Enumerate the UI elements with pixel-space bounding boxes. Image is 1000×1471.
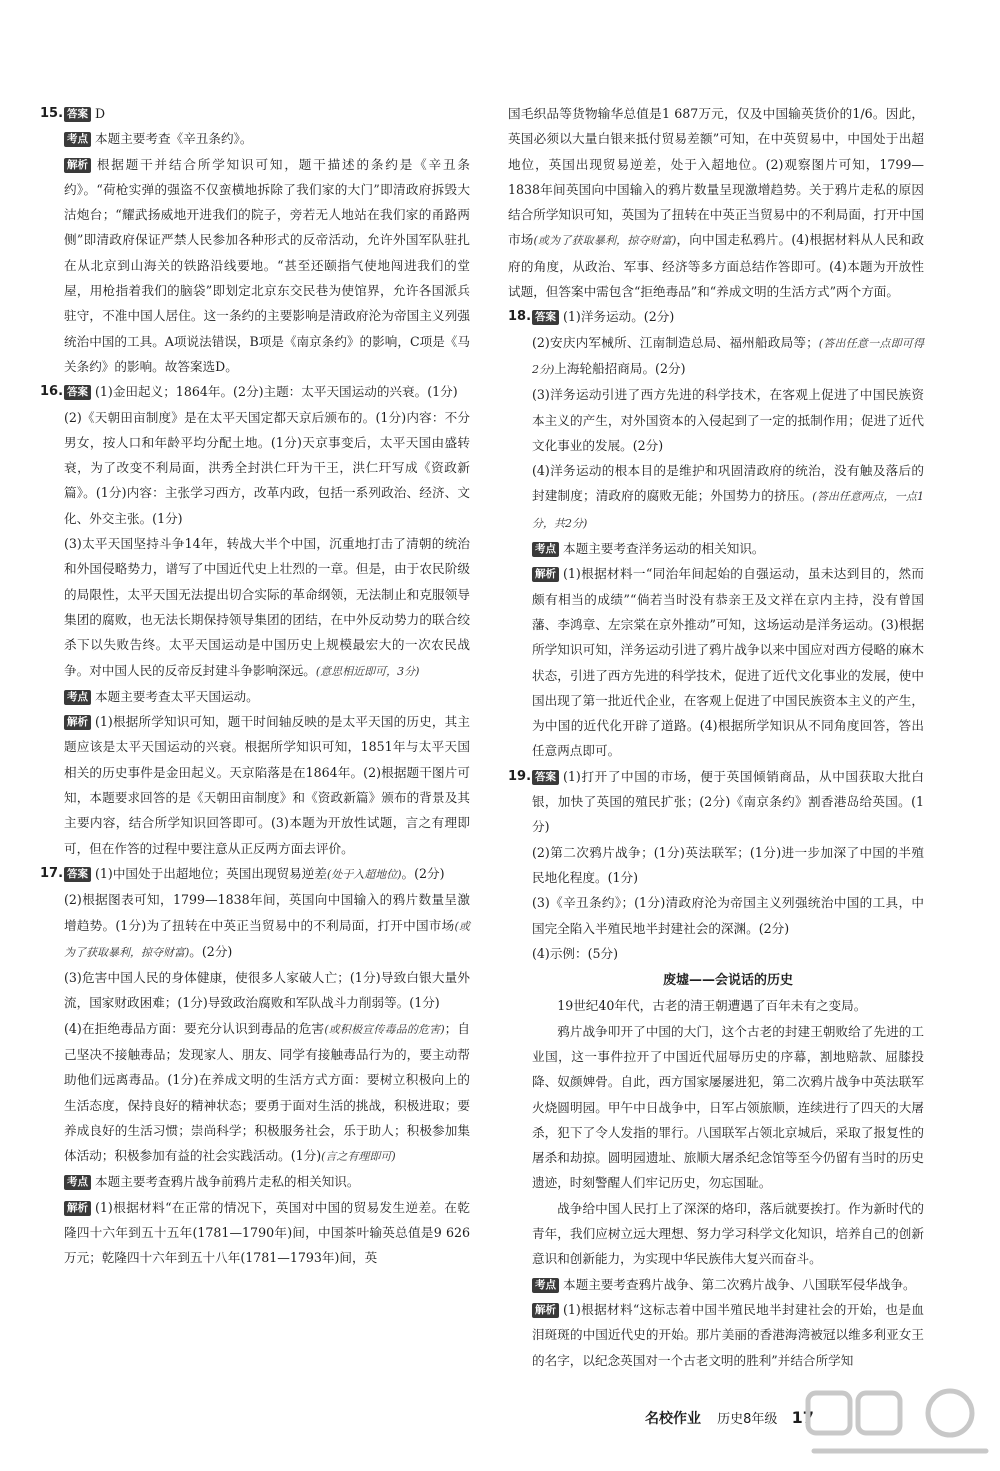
question-number: 16. — [40, 384, 64, 400]
analysis-tag: 解析 — [64, 158, 91, 173]
analysis-continued-tail: ，向中国走私鸦片。(4)根据材料从人民和政府的角度，从政治、军事、经济等多方面总结作答即可。(4)本题为开放性试题，但答案中需包含“拒绝毒品”和“养成文明的生活方式”两个方面。 — [508, 232, 925, 300]
answer-part-2-note: (答出任意一点即可得2分) — [532, 336, 924, 376]
question-number: 19. — [508, 768, 532, 784]
point-text: 本题主要考查太平天国运动。 — [95, 688, 259, 704]
analysis-text: (1)根据材料“这标志着中国半殖民地半封建社会的开始，也是血泪斑斑的中国近代史的开始。那片美丽的香港海湾被冠以维多利亚女王的名字，以纪念英国对一个古老文明的胜利”并结合所学知 — [532, 1301, 924, 1368]
answer-part-4-note-1: (或积极宣传毒品的危害) — [324, 1022, 445, 1036]
question-17-continued — [508, 101, 924, 304]
answer-part-2: (2)根据图表可知，1799—1838年间，英国向中国输入的鸦片数量呈激增趋势。(1分)为了扭转在中英正当贸易中的不利局面，打开中国市场 — [64, 892, 470, 933]
right-column — [508, 101, 924, 1373]
footer-subject: 历史8年级 — [717, 1412, 778, 1427]
answer-part-4: (4)洋务运动的根本目的是维护和巩固清政府的统治，没有触及落后的封建制度；清政府的腐败无能；外国势力的挤压。 — [532, 463, 924, 504]
point-text: 本题主要考查《辛丑条约》。 — [95, 131, 253, 147]
left-column — [40, 101, 470, 1271]
point-tag: 考点 — [64, 132, 91, 147]
answer-part-1-note: (处于入超地位) — [326, 867, 402, 881]
analysis-text: (1)根据所学知识可知，题干时间轴反映的是太平天国的历史，其主题应该是太平天国运动的兴衰。根据所学知识可知，1851年与太平天国相关的历史事件是金田起义。天京陷落是在1864年。(2)根据题干图片可知，本题要求回答的是《天朝田亩制度》和《资政新篇》颁布的背景及其主要内容，结合所学知识回答即可。(3)本题为开放性试题，言之有理即可，但在作答的过程中要注意从正反两方面去评价。 — [64, 714, 470, 856]
answer-part-4-note: (答出任意两点，一点1分，共2分) — [532, 490, 925, 530]
answer-part-1: (1)打开了中国的市场，便于英国倾销商品，从中国获取大批白银，加快了英国的殖民扩张；(2分)《南京条约》割香港岛给英国。(1分) — [532, 768, 924, 835]
essay-paragraph-3: 战争给中国人民打上了深深的烙印，落后就要挨打。作为新时代的青年，我们应树立远大理想、努力学习科学文化知识，培养自己的创新意识和创新能力，为实现中华民族伟大复兴而奋斗。 — [532, 1200, 924, 1267]
watermark-logo-icon — [800, 1385, 995, 1465]
question-number: 18. — [508, 309, 532, 325]
analysis-continued-note: (或为了获取暴利，掠夺财富) — [533, 234, 677, 248]
analysis-tag: 解析 — [64, 715, 91, 730]
analysis-text: (1)根据材料“在正常的情况下，英国对中国的贸易发生逆差。在乾隆四十六年到五十五年(1781—1790年)间，中国茶叶输英总值是9 626万元；乾隆四十六年到五十八年(1781—1793年)间，英 — [64, 1199, 470, 1266]
answer-part-3: (3)《辛丑条约》；(1分)清政府沦为帝国主义列强统治中国的工具，中国完全陷入半殖民地半封建社会的深渊。(2分) — [532, 895, 924, 936]
question-number: 15. — [40, 106, 64, 121]
answer-part-4-note-2: (言之有理即可) — [321, 1150, 396, 1164]
point-tag: 考点 — [532, 542, 559, 557]
page-number: 17 — [791, 1408, 814, 1427]
answer-part-1: (1)中国处于出超地位；英国出现贸易逆差 — [95, 865, 327, 881]
question-17 — [40, 861, 470, 1271]
answer-part-3: (3)太平天国坚持斗争14年，转战大半个中国，沉重地打击了清朝的统治和外国侵略势力，谱写了中国近代史上壮烈的一章。但是，由于农民阶级的局限性，太平天国无法提出切合实际的革命纲领，无法制止和克服领导集团的腐败，也无法长期保持领导集团的团结，在中外反动势力的联合绞杀下以失败告终。太平天国运动是中国历史上规模最宏大的一次农民战争。对中国人民的反帝反封建斗争影响深远。 — [64, 536, 470, 678]
answer-part-2-note: (或为了获取暴利，掠夺财富) — [64, 919, 470, 959]
essay-paragraph-2: 鸦片战争叩开了中国的大门，这个古老的封建王朝败给了先进的工业国，这一事件拉开了中国近代屈辱历史的序幕，割地赔款、屈膝投降、奴颜婢骨。自此，西方国家屡屡进犯，第二次鸦片战争中英法联军火烧圆明园。甲午中日战争中，日军占领旅顺，连续进行了四天的大屠杀，犯下了令人发指的罪行。八国联军占领北京城后，采取了报复性的屠杀和劫掠。圆明园遗址、旅顺大屠杀纪念馆等至今仍留有当时的历史遗迹，时刻警醒人们牢记历史，勿忘国耻。 — [532, 1023, 924, 1191]
answer-part-2-tail: 上海轮船招商局。(2分) — [554, 360, 686, 376]
point-text: 本题主要考查洋务运动的相关知识。 — [563, 541, 765, 557]
answer-part-2-tail: 。(2分) — [189, 943, 233, 959]
answer-part-2: (2)《天朝田亩制度》是在太平天国定都天京后颁布的。(1分)内容：不分男女，按人口和年龄平均分配土地。(1分)天京事变后，太平天国由盛转衰，为了改变不利局面，洪秀全封洪仁玕为干王，洪仁玕写成《资政新篇》。(1分)内容：主张学习西方，改革内政，包括一系列政治、经济、文化、外交主张。(1分) — [64, 409, 470, 526]
analysis-tag: 解析 — [532, 567, 559, 582]
analysis-text: 根据题干并结合所学知识可知，题干描述的条约是《辛丑条约》。“荷枪实弹的强盗不仅蛮横地拆除了我们家的大门”即清政府拆毁大沽炮台；“耀武扬威地开进我们的院子，旁若无人地站在我们家的甬路两侧”即清政府保证严禁人民参加各种形式的反帝活动，允许外国军队驻扎在从北京到山海关的铁路沿线要地。“甚至还颐指气使地闯进我们的堂屋，用枪指着我们的脑袋”即划定北京东交民巷为使馆界，允许各国派兵驻守，不准中国人居住。这一条约的主要影响是清政府沦为帝国主义列强统治中国的工具。A项说法错误，B项是《南京条约》的影响，C项是《马关条约》的影响。故答案选D。 — [64, 156, 470, 374]
answer-text: D — [95, 106, 106, 121]
answer-part-1-tail: 。(2分) — [401, 865, 445, 881]
page-footer — [645, 1403, 814, 1433]
point-text: 本题主要考查鸦片战争前鸦片走私的相关知识。 — [95, 1174, 360, 1190]
answer-tag: 答案 — [64, 385, 91, 400]
answer-part-2: (2)第二次鸦片战争；(1分)英法联军；(1分)进一步加深了中国的半殖民地化程度。(1分) — [532, 844, 924, 885]
answer-part-3-note: (意思相近即可，3分) — [315, 664, 420, 678]
analysis-continued-text: 国毛织品等货物输华总值是1 687万元，仅及中国输英货价的1/6。因此，英国必须以大量白银来抵付贸易差额”可知，在中英贸易中，中国处于出超地位，英国出现贸易逆差，处于入超地位。(2)观察图片可知，1799—1838年间英国向中国输入的鸦片数量呈现激增趋势。关于鸦片走私的原因结合所学知识可知，英国为了扭转在中英正当贸易中的不利局面，打开中国市场 — [508, 106, 924, 248]
answer-part-4-body: ；自己坚决不接触毒品；发现家人、朋友、同学有接触毒品行为的，要主动帮助他们远离毒品。(1分)在养成文明的生活方式方面：要树立积极向上的生活态度，保持良好的精神状态；要勇于面对生活的挑战，积极进取；要养成良好的生活习惯；崇尚科学；积极服务社会，乐于助人；积极参加集体活动；积极参加有益的社会实践活动。(1分) — [64, 1020, 471, 1164]
essay-title: 废墟——会说话的历史 — [662, 973, 793, 989]
question-16 — [40, 379, 470, 861]
answer-tag: 答案 — [532, 310, 559, 325]
question-19 — [508, 764, 924, 1373]
answer-part-4-head: (4)在拒绝毒品方面：要充分认识到毒品的危害 — [64, 1020, 325, 1036]
question-15 — [40, 101, 470, 379]
answer-part-3: (3)危害中国人民的身体健康，使很多人家破人亡；(1分)导致白银大量外流，国家财政困难；(1分)导致政治腐败和军队战斗力削弱等。(1分) — [64, 970, 470, 1011]
analysis-tag: 解析 — [532, 1303, 559, 1318]
answer-tag: 答案 — [64, 867, 91, 882]
question-number: 17. — [40, 865, 64, 881]
point-text: 本题主要考查鸦片战争、第二次鸦片战争、八国联军侵华战争。 — [563, 1276, 916, 1292]
answer-part-4: (4)示例：(5分) — [532, 945, 619, 961]
answer-part-1: (1)金田起义；1864年。(2分)主题：太平天国运动的兴衰。(1分) — [95, 384, 458, 400]
footer-brand: 名校作业 — [645, 1411, 701, 1427]
answer-tag: 答案 — [532, 770, 559, 785]
point-tag: 考点 — [532, 1278, 559, 1293]
answer-part-3: (3)洋务运动引进了西方先进的科学技术，在客观上促进了中国民族资本主义的产生，对外国资本的入侵起到了一定的抵制作用；促进了近代文化事业的发展。(2分) — [532, 387, 924, 453]
answer-part-1: (1)洋务运动。(2分) — [563, 309, 675, 325]
answer-tag: 答案 — [64, 107, 91, 122]
point-tag: 考点 — [64, 1175, 91, 1190]
point-tag: 考点 — [64, 690, 91, 705]
question-18 — [508, 304, 924, 763]
essay-paragraph-1: 19世纪40年代，古老的清王朝遭遇了百年未有之变局。 — [557, 998, 867, 1014]
analysis-tag: 解析 — [64, 1201, 91, 1216]
answer-part-2: (2)安庆内军械所、江南制造总局、福州船政局等； — [532, 334, 819, 350]
analysis-text: (1)根据材料一“同治年间起始的自强运动，虽未达到目的，然而颇有相当的成绩”“倘若当时没有恭亲王及文祥在京内主持，没有曾国藩、李鸿章、左宗棠在京外推动”可知，这场运动是洋务运动。(3)根据所学知识可知，洋务运动引进了鸦片战争以来中国应对西方侵略的麻木状态，引进了西方先进的科学技术，促进了近代文化事业的发展，使中国出现了第一批近代企业，在客观上促进了中国民族资本主义的产生，为中国的近代化开辟了道路。(4)根据所学知识从不同角度回答，答出任意两点即可。 — [532, 566, 924, 759]
